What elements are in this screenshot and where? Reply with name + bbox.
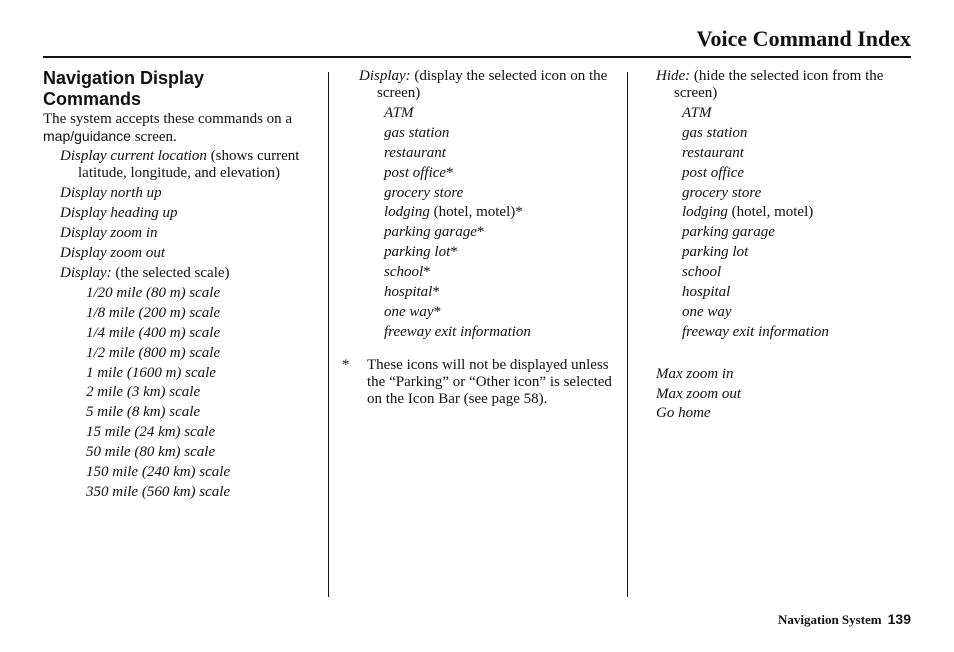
scale-option: 1/2 mile (800 m) scale <box>86 344 221 361</box>
icon-option: gas station <box>384 124 450 141</box>
command-max-zoom-in: Max zoom in <box>656 365 734 382</box>
footnote-asterisk: * <box>342 356 350 373</box>
icon-option: post office <box>682 164 745 181</box>
icon-option: school <box>682 264 722 281</box>
scale-option: 5 mile (8 km) scale <box>86 404 201 421</box>
command-display-icon: Display: (display the selected icon on the screen) <box>359 68 608 101</box>
icon-option: gas station <box>682 124 748 141</box>
command-max-zoom-out: Max zoom out <box>656 385 741 402</box>
command-display-current-location: Display current location (shows current latitude, longitude, and elevation) <box>60 148 300 181</box>
scale-option: 1/4 mile (400 m) scale <box>86 324 221 341</box>
scale-option: 150 mile (240 km) scale <box>86 464 231 481</box>
command-go-home: Go home <box>656 405 711 422</box>
page-title: Voice Command Index <box>696 26 911 51</box>
scale-option: 50 mile (80 km) scale <box>86 444 216 461</box>
footnote: * These icons will not be displayed unless the “Parking” or “Other icon” is selected on the Icon Bar (see page 58). <box>342 356 612 407</box>
icon-option: freeway exit information <box>384 323 531 340</box>
page-footer <box>778 611 911 628</box>
icon-option: hospital <box>682 284 731 301</box>
icon-option: freeway exit information <box>682 323 829 340</box>
scale-option: 1/8 mile (200 m) scale <box>86 304 221 321</box>
scale-option: 2 mile (3 km) scale <box>86 384 201 401</box>
section-intro: The system accepts these commands on a map/guidance screen. <box>43 111 293 145</box>
icon-option: post office* <box>384 164 454 181</box>
column-1 <box>43 68 318 504</box>
icon-option: restaurant <box>384 144 446 161</box>
icon-option: ATM <box>682 105 712 121</box>
scale-option: 1/20 mile (80 m) scale <box>86 285 221 301</box>
icon-option: ATM <box>384 105 414 121</box>
icon-option: parking lot* <box>384 244 458 261</box>
icon-option: grocery store <box>682 184 762 201</box>
scale-option: 1 mile (1600 m) scale <box>86 364 216 381</box>
title-divider <box>43 56 911 58</box>
command-item: Display zoom in <box>60 225 158 241</box>
map-guidance-term: map/guidance <box>43 128 131 144</box>
section-heading: Navigation Display Commands <box>43 68 205 109</box>
icon-option: lodging (hotel, motel) <box>682 204 814 221</box>
command-item: Display zoom out <box>60 245 165 261</box>
icon-option: parking garage <box>682 224 775 241</box>
column-divider-1 <box>328 72 329 597</box>
icon-option: grocery store <box>384 184 464 201</box>
icon-option: one way <box>682 303 732 320</box>
icon-option: school* <box>384 264 431 281</box>
command-display-scale: Display: (the selected scale) <box>60 265 230 281</box>
command-item: Display heading up <box>60 205 178 221</box>
icon-option: lodging (hotel, motel)* <box>384 204 523 221</box>
column-3 <box>656 68 916 425</box>
column-divider-2 <box>627 72 628 597</box>
command-item: Display north up <box>60 185 162 201</box>
command-hide-icon: Hide: (hide the selected icon from the screen) <box>656 68 884 101</box>
scale-option: 15 mile (24 km) scale <box>86 424 216 441</box>
icon-option: one way* <box>384 303 442 320</box>
icon-option: parking garage* <box>384 224 485 241</box>
icon-option: parking lot <box>682 244 749 261</box>
icon-option: hospital* <box>384 284 440 301</box>
column-2 <box>342 68 617 408</box>
scale-option: 350 mile (560 km) scale <box>86 483 231 500</box>
spacer <box>656 344 916 366</box>
icon-option: restaurant <box>682 144 744 161</box>
page-number: 139 <box>887 611 911 627</box>
footer-label: Navigation System <box>778 612 882 627</box>
